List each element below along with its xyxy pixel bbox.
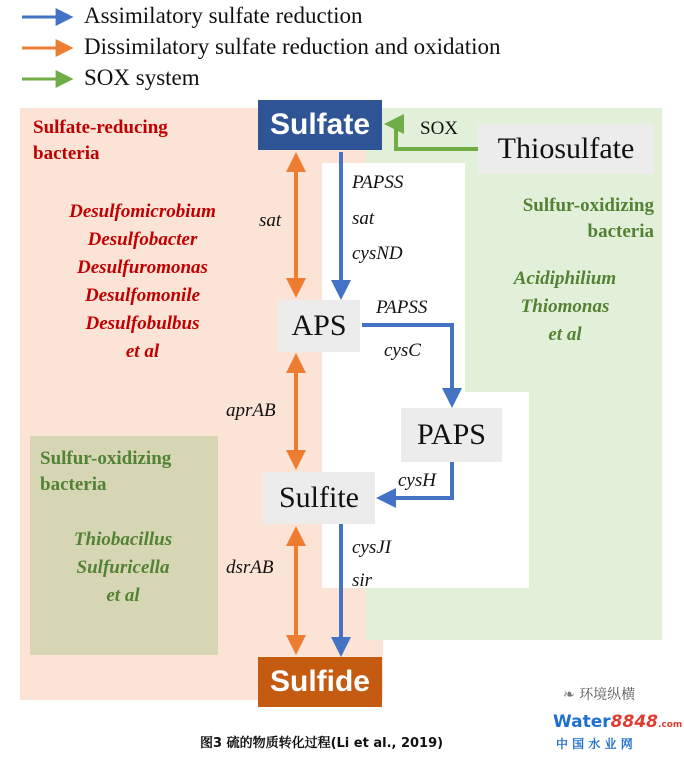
- wechat-watermark: [563, 684, 635, 704]
- genus-sulfuricella: Sulfuricella: [76, 557, 170, 578]
- label-sat-left: sat: [259, 210, 282, 231]
- site-number: 8848: [610, 712, 658, 732]
- site-cn-watermark: 中 国 水 业 网: [556, 737, 633, 751]
- label-papss-1: PAPSS: [352, 172, 404, 193]
- legend-label-sox: SOX system: [84, 65, 200, 90]
- label-dsrab: dsrAB: [226, 557, 274, 578]
- label-cysc: cysC: [384, 340, 421, 361]
- sob-right-title-line1: Sulfur-oxidizing: [522, 195, 654, 216]
- node-sulfide: Sulfide: [258, 657, 382, 707]
- label-sir: sir: [352, 570, 373, 591]
- label-aprab: aprAB: [226, 400, 276, 421]
- site-suffix: .com: [658, 720, 683, 730]
- genus-thiobacillus: Thiobacillus: [73, 529, 173, 550]
- genus-desulfomicrobium: Desulfomicrobium: [69, 201, 216, 222]
- label-sat-right: sat: [352, 208, 375, 229]
- label-papss-2: PAPSS: [376, 297, 428, 318]
- label-cysh: cysH: [398, 470, 436, 491]
- genus-desulfuromonas: Desulfuromonas: [77, 257, 208, 278]
- legend-label-assimilatory: Assimilatory sulfate reduction: [84, 3, 363, 28]
- node-sulfate: Sulfate: [258, 100, 382, 150]
- figure-caption: 图3 硫的物质转化过程(Li et al., 2019): [200, 736, 444, 751]
- site-prefix: Water: [553, 712, 611, 732]
- genus-thiomonas: Thiomonas: [520, 296, 610, 317]
- genus-desulfomonile: Desulfomonile: [84, 285, 201, 306]
- sob-left-et-al: et al: [106, 585, 140, 606]
- node-paps: PAPS: [401, 408, 502, 462]
- sob-right-et-al: et al: [548, 324, 582, 345]
- arrow-aps-to-paps: [362, 325, 452, 404]
- sob-left-title-line2: bacteria: [40, 474, 107, 495]
- wechat-account: 环境纵横: [579, 687, 636, 703]
- genus-desulfobulbus: Desulfobulbus: [85, 313, 200, 334]
- wechat-icon: ❧: [563, 687, 575, 703]
- node-thiosulfate: Thiosulfate: [478, 124, 654, 174]
- genus-acidiphilium: Acidiphilium: [513, 268, 617, 289]
- genus-desulfobacter: Desulfobacter: [87, 229, 198, 250]
- label-cysnd: cysND: [352, 243, 403, 264]
- sob-left-title-line1: Sulfur-oxidizing: [40, 448, 172, 469]
- sob-right-title-line2: bacteria: [587, 221, 654, 242]
- label-sox: SOX: [420, 118, 459, 139]
- site-watermark: [553, 712, 682, 732]
- srb-title-line2: bacteria: [33, 143, 100, 164]
- node-aps: APS: [278, 300, 360, 352]
- srb-title-line1: Sulfate-reducing: [33, 117, 168, 138]
- srb-et-al: et al: [125, 341, 160, 362]
- node-sulfite: Sulfite: [263, 472, 375, 524]
- legend-label-dissimilatory: Dissimilatory sulfate reduction and oxidation: [84, 34, 501, 59]
- label-cysji: cysJI: [352, 537, 392, 558]
